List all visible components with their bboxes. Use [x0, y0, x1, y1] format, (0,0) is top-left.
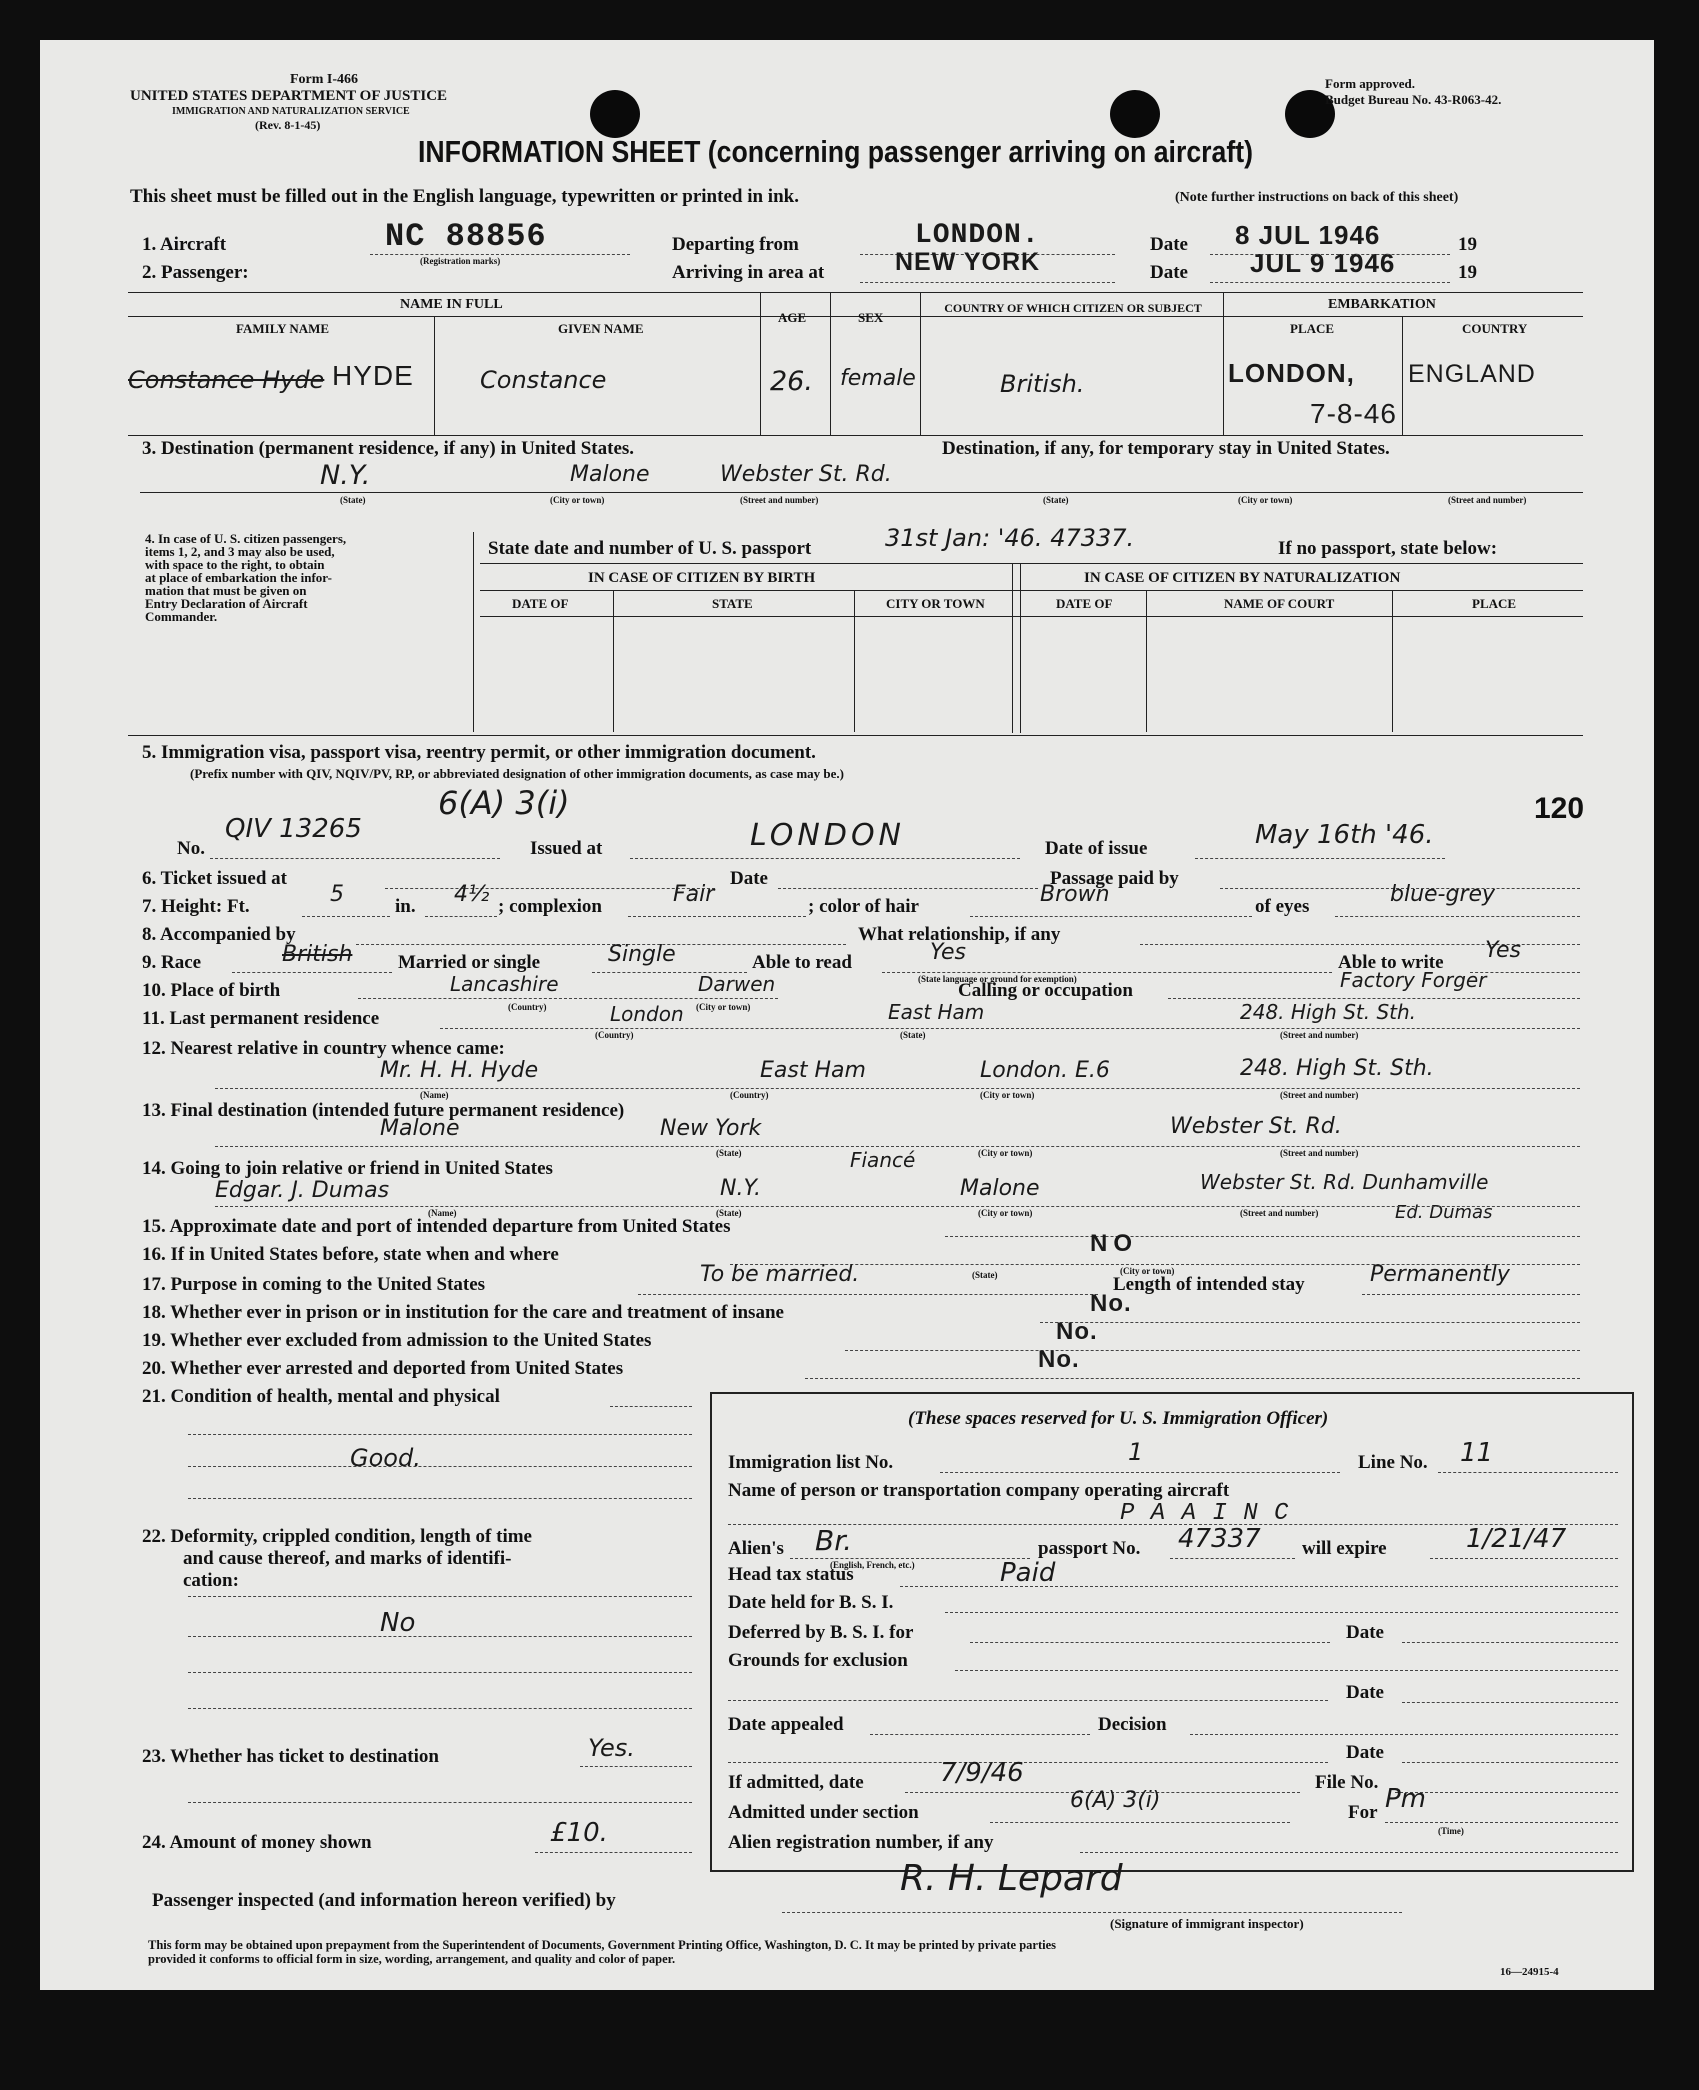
departing-value: LONDON. [915, 220, 1040, 251]
q4-text: 4. In case of U. S. citizen passengers, items 1, 2, and 3 may also be used, with space to the right, to obtain at place of embarkation the infor- mation that must be given on Entry Declaration of Aircraft Commander. [145, 531, 347, 624]
date-of-issue-label: Date of issue [1045, 838, 1148, 859]
line-6-label: 6. Ticket issued at [142, 868, 287, 889]
dest-street: Webster St. Rd. [720, 462, 892, 487]
caption-state: (State) [900, 1030, 926, 1040]
caption-city: (City or town) [696, 1002, 751, 1012]
caption-country: (Country) [730, 1090, 769, 1100]
join-state: N.Y. [720, 1176, 762, 1201]
family-name-header: FAMILY NAME [236, 321, 330, 336]
line-16-label: 16. If in United States before, state when and where [142, 1244, 559, 1265]
line-24-label: 24. Amount of money shown [142, 1832, 372, 1853]
age-value: 26. [770, 366, 813, 397]
line-21-label: 21. Condition of health, mental and physical [142, 1386, 500, 1407]
language-caption: (State language or ground for exemption) [918, 974, 1077, 984]
col-date-of: DATE OF [512, 596, 569, 611]
line-no-label: Line No. [1358, 1452, 1428, 1473]
citizen-value: British. [1000, 370, 1085, 398]
caption-city: (City or town) [1238, 495, 1293, 505]
caption-city: (City or town) [550, 495, 605, 505]
issued-at-value: LONDON [750, 818, 906, 853]
family-name-typed: HYDE [332, 360, 414, 391]
list-label: Immigration list No. [728, 1452, 894, 1473]
line-no-value: 11 [1460, 1438, 1494, 1468]
embark-country-value: ENGLAND [1408, 360, 1536, 388]
line-19-label: 19. Whether ever excluded from admission to the United States [142, 1330, 652, 1351]
footer-line-2: provided it conforms to official form in size, wording, arrangement, and quality and color of paper. [148, 1952, 676, 1966]
temp-destination-label: Destination, if any, for temporary stay in United States. [942, 438, 1390, 459]
date-label-2: Date [1150, 262, 1188, 283]
line-17-label: 17. Purpose in coming to the United States [142, 1274, 486, 1295]
final-dest-city: Malone [380, 1116, 460, 1141]
caption-city: (City or town) [980, 1090, 1035, 1100]
dest-state: N.Y. [320, 460, 371, 491]
departing-label: Departing from [672, 234, 799, 255]
col-date-of: DATE OF [1056, 596, 1113, 611]
appealed-label: Date appealed [728, 1714, 844, 1735]
embarkation-header: EMBARKATION [1328, 297, 1436, 312]
join-annotation: Ed. Dumas [1395, 1202, 1493, 1223]
officer-passport-label: passport No. [1038, 1538, 1141, 1559]
line-22-label-3: cation: [183, 1570, 239, 1591]
read-value: Yes [930, 940, 967, 965]
sex-header: SEX [858, 310, 884, 325]
caption-state: (State) [340, 495, 366, 505]
complexion-value: Fair [673, 882, 715, 907]
aircraft-label: 1. Aircraft [142, 234, 227, 255]
place-header: PLACE [1290, 321, 1335, 336]
date-label-1: Date [1150, 234, 1188, 255]
relative-name: Mr. H. H. Hyde [380, 1058, 539, 1083]
revision: (Rev. 8-1-45) [255, 118, 321, 132]
carrier-label: Name of person or transportation company operating aircraft [728, 1480, 1230, 1501]
caption-city: (City or town) [978, 1148, 1033, 1158]
deferred-date-label: Date [1346, 1622, 1384, 1643]
married-value: Single [608, 942, 676, 967]
line-7-label: 7. Height: Ft. [142, 896, 250, 917]
visa-number: QIV 13265 [225, 814, 362, 844]
hair-value: Brown [1040, 882, 1110, 907]
passport-date-value: 31st Jan: '46. 47337. [885, 524, 1135, 552]
line-13-label: 13. Final destination (intended future permanent residence) [142, 1100, 625, 1121]
given-name-value: Constance [480, 366, 607, 394]
eyes-value: blue-grey [1390, 882, 1496, 907]
aircraft-value: NC 88856 [385, 218, 547, 255]
col-place: PLACE [1472, 596, 1517, 611]
carrier-value: P A A I N C [1120, 1500, 1290, 1527]
passenger-label: 2. Passenger: [142, 262, 249, 283]
stamp-number: 120 [1534, 792, 1585, 825]
birth-header: IN CASE OF CITIZEN BY BIRTH [588, 570, 816, 586]
line-19-value: No. [1056, 1318, 1098, 1345]
visa-section: 6(A) 3(i) [438, 784, 570, 822]
officer-passport-value: 47337 [1178, 1524, 1261, 1554]
head-tax-value: Paid [1000, 1558, 1056, 1588]
deformity-value: No [380, 1608, 416, 1638]
line-10-label: 10. Place of birth [142, 980, 281, 1001]
country-header: COUNTRY [1462, 321, 1528, 336]
line-6-date: Date [730, 868, 768, 889]
no-passport-label: If no passport, state below: [1278, 538, 1498, 559]
expire-value: 1/21/47 [1466, 1524, 1567, 1554]
married-label: Married or single [398, 952, 541, 973]
caption-state: (State) [716, 1208, 742, 1218]
service: IMMIGRATION AND NATURALIZATION SERVICE [172, 106, 410, 117]
inspector-signature: R. H. Lepard [900, 1858, 1123, 1899]
race-value: British [282, 942, 353, 967]
last-res-street: 248. High St. Sth. [1240, 1000, 1417, 1024]
caption-state: (State) [972, 1270, 998, 1280]
bsi-label: Date held for B. S. I. [728, 1592, 894, 1613]
embark-date-value: 7-8-46 [1310, 398, 1397, 429]
col-court: NAME OF COURT [1224, 596, 1335, 611]
grounds-date-label: Date [1346, 1682, 1384, 1703]
relative-city: London. E.6 [980, 1058, 1110, 1083]
file-label: File No. [1315, 1772, 1379, 1793]
form-number: Form I-466 [290, 72, 359, 87]
final-dest-street: Webster St. Rd. [1170, 1114, 1342, 1139]
admitted-label: If admitted, date [728, 1772, 864, 1793]
occupation-label: Calling or occupation [958, 980, 1133, 1001]
for-label: For [1348, 1802, 1378, 1823]
budget-bureau: Budget Bureau No. 43-R063-42. [1325, 92, 1502, 107]
inspected-label: Passenger inspected (and information hereon verified) by [152, 1890, 616, 1911]
write-label: Able to write [1338, 952, 1444, 973]
caption-city: (City or town) [1120, 1266, 1175, 1276]
caption-street: (Street and number) [1280, 1090, 1359, 1100]
departure-date: 8 JUL 1946 [1235, 220, 1381, 250]
punch-hole [590, 90, 640, 138]
section-label: Admitted under section [728, 1802, 919, 1823]
line-11-label: 11. Last permanent residence [142, 1008, 380, 1029]
given-name-header: GIVEN NAME [558, 321, 644, 336]
join-name: Edgar. J. Dumas [215, 1178, 390, 1203]
instruction-text: This sheet must be filled out in the English language, typewritten or printed in ink. [130, 186, 799, 207]
list-value: 1 [1128, 1438, 1144, 1466]
note-text: (Note further instructions on back of this sheet) [1175, 190, 1459, 205]
registration-caption: (Registration marks) [420, 256, 501, 266]
citizen-country-header: COUNTRY OF WHICH CITIZEN OR SUBJECT [944, 301, 1202, 315]
decision-label: Decision [1098, 1714, 1167, 1735]
line-20-value: No. [1038, 1346, 1080, 1373]
last-res-city: London [610, 1002, 684, 1026]
alien-reg-label: Alien registration number, if any [728, 1832, 994, 1853]
line-16-value: NO [1090, 1230, 1138, 1257]
admitted-value: 7/9/46 [940, 1758, 1024, 1788]
line-18-value: No. [1090, 1290, 1132, 1317]
caption-street: (Street and number) [1448, 495, 1527, 505]
dest-city: Malone [570, 462, 650, 487]
signature-caption: (Signature of immigrant inspector) [1110, 1916, 1304, 1931]
q5-sub: (Prefix number with QIV, NQIV/PV, RP, or abbreviated designation of other immigration documents, as case may be.) [190, 766, 844, 781]
line-12-label: 12. Nearest relative in country whence came: [142, 1038, 505, 1059]
stay-label: Length of intended stay [1113, 1274, 1305, 1295]
height-ft: 5 [330, 882, 344, 907]
embark-place-value: LONDON, [1228, 358, 1355, 388]
line-6-paid: Passage paid by [1050, 868, 1179, 889]
arriving-value: NEW YORK [895, 248, 1041, 276]
appeal-date-label: Date [1346, 1742, 1384, 1763]
alien-label: Alien's [728, 1538, 784, 1559]
footer-line-1: This form may be obtained upon prepayment from the Superintendent of Documents, Government Printing Office, Washington, D. C. It may be printed by private parties [148, 1938, 1056, 1952]
read-label: Able to read [752, 952, 852, 973]
line-23-label: 23. Whether has ticket to destination [142, 1746, 439, 1767]
caption-state: (State) [716, 1148, 742, 1158]
caption-state: (State) [1043, 495, 1069, 505]
deferred-label: Deferred by B. S. I. for [728, 1622, 914, 1643]
line-22-label-2: and cause thereof, and marks of identifi- [183, 1548, 512, 1569]
footer-code: 16—24915-4 [1500, 1966, 1559, 1978]
caption-name: (Name) [428, 1208, 457, 1218]
form-sheet [40, 40, 1654, 1990]
last-res-state: East Ham [888, 1000, 985, 1024]
arrival-date: JUL 9 1946 [1250, 248, 1396, 278]
caption-street: (Street and number) [1280, 1148, 1359, 1158]
department: UNITED STATES DEPARTMENT OF JUSTICE [130, 88, 448, 104]
height-in: 4½ [454, 882, 490, 907]
punch-hole [1110, 90, 1160, 138]
q5-no-label: No. [177, 838, 205, 859]
hair-label: ; color of hair [808, 896, 919, 917]
date-of-issue-value: May 16th '46. [1255, 820, 1434, 850]
name-in-full-header: NAME IN FULL [400, 297, 503, 312]
join-street: Webster St. Rd. Dunhamville [1200, 1170, 1489, 1194]
caption-english: (English, French, etc.) [830, 1560, 915, 1570]
line-18-label: 18. Whether ever in prison or in institution for the care and treatment of insane [142, 1302, 784, 1323]
expire-label: will expire [1302, 1538, 1387, 1559]
grounds-label: Grounds for exclusion [728, 1650, 908, 1671]
money-value: £10. [550, 1818, 608, 1848]
passport-date-label: State date and number of U. S. passport [488, 538, 812, 559]
eyes-label: of eyes [1255, 896, 1310, 917]
arriving-label: Arriving in area at [672, 262, 825, 283]
line-9-label: 9. Race [142, 952, 202, 973]
final-dest-state: New York [660, 1116, 762, 1141]
line-14-label: 14. Going to join relative or friend in United States [142, 1158, 553, 1179]
purpose-value: To be married. [700, 1262, 860, 1287]
alien-value: Br. [815, 1524, 853, 1557]
birth-country: Lancashire [450, 972, 559, 996]
year-prefix: 19 [1458, 262, 1477, 283]
issued-at-label: Issued at [530, 838, 603, 859]
caption-city: (City or town) [978, 1208, 1033, 1218]
relation-value: Fiancé [850, 1148, 916, 1172]
section-value: 6(A) 3(i) [1070, 1788, 1161, 1813]
join-city: Malone [960, 1176, 1040, 1201]
relative-street: 248. High St. Sth. [1240, 1056, 1434, 1081]
birth-town: Darwen [698, 972, 776, 996]
caption-country: (Country) [508, 1002, 547, 1012]
age-header: AGE [778, 310, 807, 325]
destination-label: 3. Destination (permanent residence, if any) in United States. [142, 438, 635, 459]
inches-label: in. [395, 896, 416, 917]
form-approved: Form approved. [1325, 76, 1416, 91]
q5-label: 5. Immigration visa, passport visa, reentry permit, or other immigration document. [142, 742, 816, 763]
caption-street: (Street and number) [1280, 1030, 1359, 1040]
caption-street: (Street and number) [1240, 1208, 1319, 1218]
caption-time: (Time) [1438, 1826, 1464, 1836]
relationship-label: What relationship, if any [858, 924, 1061, 945]
caption-name: (Name) [420, 1090, 449, 1100]
caption-country: (Country) [595, 1030, 634, 1040]
complexion-label: ; complexion [498, 896, 602, 917]
year-prefix: 19 [1458, 234, 1477, 255]
caption-street: (Street and number) [740, 495, 819, 505]
health-value: Good. [350, 1444, 421, 1472]
sex-value: female [840, 366, 916, 391]
head-tax-label: Head tax status [728, 1564, 854, 1585]
line-20-label: 20. Whether ever arrested and deported from United States [142, 1358, 624, 1379]
naturalization-header: IN CASE OF CITIZEN BY NATURALIZATION [1084, 570, 1401, 586]
ticket-value: Yes. [588, 1734, 635, 1762]
stay-value: Permanently [1370, 1262, 1510, 1287]
line-15-label: 15. Approximate date and port of intended departure from United States [142, 1216, 731, 1237]
for-value: Pm [1385, 1784, 1427, 1814]
line-22-label: 22. Deformity, crippled condition, length of time [142, 1526, 532, 1547]
form-title: INFORMATION SHEET (concerning passenger arriving on aircraft) [418, 134, 1253, 169]
col-city: CITY OR TOWN [886, 596, 985, 611]
relative-country: East Ham [760, 1058, 866, 1083]
family-name-value: Constance Hyde [128, 366, 325, 394]
occupation-value: Factory Forger [1340, 968, 1487, 992]
col-state: STATE [712, 596, 753, 611]
write-value: Yes [1485, 938, 1522, 963]
line-8-label: 8. Accompanied by [142, 924, 296, 945]
officer-title: (These spaces reserved for U. S. Immigration Officer) [908, 1408, 1329, 1429]
